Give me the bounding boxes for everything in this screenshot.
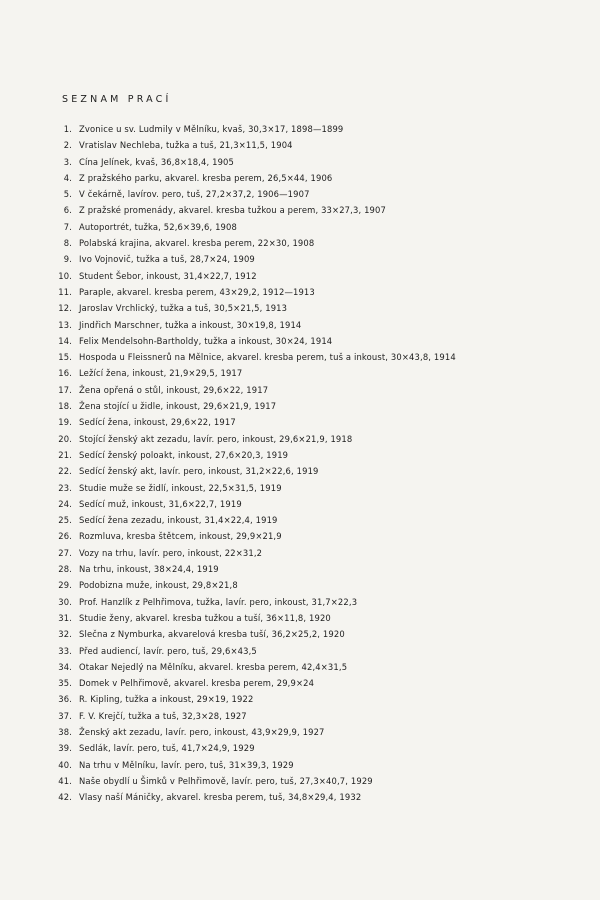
list-item bbox=[50, 431, 590, 447]
list-item bbox=[50, 512, 590, 528]
list-item bbox=[50, 137, 590, 153]
list-item bbox=[50, 643, 590, 659]
item-description: Na trhu v Mělníku, lavír. pero, tuš, 31×39,3, 1929 bbox=[79, 759, 294, 770]
list-item bbox=[50, 463, 590, 479]
item-description: Studie ženy, akvarel. kresba tužkou a tuší, 36×11,8, 1920 bbox=[79, 612, 331, 623]
list-item bbox=[50, 251, 590, 267]
item-number: 12. bbox=[58, 303, 72, 314]
item-number: 25. bbox=[58, 515, 72, 526]
item-number: 16. bbox=[58, 368, 72, 379]
list-item bbox=[50, 626, 590, 642]
item-number: 28. bbox=[58, 564, 72, 575]
item-description: Autoportrét, tužka, 52,6×39,6, 1908 bbox=[79, 221, 237, 232]
item-description: F. V. Krejčí, tužka a tuš, 32,3×28, 1927 bbox=[79, 710, 247, 721]
list-item bbox=[50, 577, 590, 593]
item-description: Studie muže se židlí, inkoust, 22,5×31,5, 1919 bbox=[79, 482, 282, 493]
item-description: Žena stojící u židle, inkoust, 29,6×21,9, 1917 bbox=[79, 401, 277, 412]
item-number: 10. bbox=[58, 270, 72, 281]
list-item bbox=[50, 708, 590, 724]
item-number: 38. bbox=[58, 726, 72, 737]
list-item bbox=[50, 300, 590, 316]
list-item bbox=[50, 675, 590, 691]
item-number: 37. bbox=[58, 710, 72, 721]
item-description: Student Šebor, inkoust, 31,4×22,7, 1912 bbox=[79, 270, 257, 281]
item-description: Sedící žena zezadu, inkoust, 31,4×22,4, 1919 bbox=[79, 515, 278, 526]
item-number: 32. bbox=[58, 629, 72, 640]
item-number: 34. bbox=[58, 661, 72, 672]
list-item bbox=[50, 202, 590, 218]
list-item bbox=[50, 284, 590, 300]
item-number: 1. bbox=[63, 124, 72, 134]
item-number: 5. bbox=[63, 189, 72, 200]
item-number: 2. bbox=[63, 140, 72, 151]
item-number: 18. bbox=[58, 401, 72, 412]
item-number: 24. bbox=[58, 498, 72, 509]
item-number: 19. bbox=[58, 417, 72, 428]
item-number: 40. bbox=[58, 759, 72, 770]
list-item bbox=[50, 659, 590, 675]
list-item bbox=[50, 594, 590, 610]
item-description: Felix Mendelsohn-Bartholdy, tužka a inkoust, 30×24, 1914 bbox=[79, 335, 333, 346]
list-item bbox=[50, 545, 590, 561]
list-item bbox=[50, 382, 590, 398]
item-number: 11. bbox=[58, 286, 72, 297]
item-description: R. Kipling, tužka a inkoust, 29×19, 1922 bbox=[79, 694, 254, 705]
item-description: Sedící ženský poloakt, inkoust, 27,6×20,3, 1919 bbox=[79, 449, 289, 460]
list-item bbox=[50, 235, 590, 251]
list-item bbox=[50, 121, 590, 137]
item-description: Otakar Nejedlý na Mělníku, akvarel. kresba perem, 42,4×31,5 bbox=[79, 661, 348, 672]
list-item bbox=[50, 610, 590, 626]
item-description: Z pražské promenády, akvarel. kresba tužkou a perem, 33×27,3, 1907 bbox=[79, 205, 386, 216]
item-number: 30. bbox=[58, 596, 72, 607]
list-item bbox=[50, 154, 590, 170]
item-description: Stojící ženský akt zezadu, lavír. pero, inkoust, 29,6×21,9, 1918 bbox=[79, 433, 353, 444]
item-description: Z pražského parku, akvarel. kresba perem, 26,5×44, 1906 bbox=[79, 172, 333, 183]
item-description: Hospoda u Fleissnerů na Mělnice, akvarel. kresba perem, tuš a inkoust, 30×43,8, 1914 bbox=[79, 352, 456, 363]
item-number: 42. bbox=[58, 792, 72, 803]
item-number: 39. bbox=[58, 743, 72, 754]
item-number: 31. bbox=[58, 612, 72, 623]
item-number: 33. bbox=[58, 645, 72, 656]
list-item bbox=[50, 691, 590, 707]
item-number: 14. bbox=[58, 335, 72, 346]
item-description: Vlasy naší Máničky, akvarel. kresba perem, tuš, 34,8×29,4, 1932 bbox=[79, 792, 362, 803]
list-item bbox=[50, 789, 590, 805]
item-description: Domek v Pelhřimově, akvarel. kresba perem, 29,9×24 bbox=[79, 678, 315, 689]
item-number: 23. bbox=[58, 482, 72, 493]
item-description: Sedlák, lavír. pero, tuš, 41,7×24,9, 1929 bbox=[79, 743, 255, 754]
item-number: 7. bbox=[63, 221, 72, 232]
item-description: Jaroslav Vrchlický, tužka a tuš, 30,5×21,5, 1913 bbox=[79, 303, 288, 314]
item-description: Vratislav Nechleba, tužka a tuš, 21,3×11,5, 1904 bbox=[79, 140, 293, 151]
list-item bbox=[50, 773, 590, 789]
list-item bbox=[50, 333, 590, 349]
item-description: Naše obydlí u Šimků v Pelhřimově, lavír. pero, tuš, 27,3×40,7, 1929 bbox=[79, 775, 373, 786]
works-list bbox=[50, 121, 590, 805]
item-description: Sedící ženský akt, lavír. pero, inkoust, 31,2×22,6, 1919 bbox=[79, 466, 319, 477]
item-number: 35. bbox=[58, 678, 72, 689]
list-item bbox=[50, 349, 590, 365]
item-description: Podobizna muže, inkoust, 29,8×21,8 bbox=[79, 580, 238, 591]
item-number: 15. bbox=[58, 352, 72, 363]
list-item bbox=[50, 757, 590, 773]
item-number: 20. bbox=[58, 433, 72, 444]
item-description: Na trhu, inkoust, 38×24,4, 1919 bbox=[79, 564, 219, 575]
item-description: Ivo Vojnovič, tužka a tuš, 28,7×24, 1909 bbox=[79, 254, 255, 265]
item-description: Sedící žena, inkoust, 29,6×22, 1917 bbox=[79, 417, 236, 428]
item-description: Zvonice u sv. Ludmily v Mělníku, kvaš, 30,3×17, 1898—1899 bbox=[79, 124, 344, 134]
item-description: Ženský akt zezadu, lavír. pero, inkoust, 43,9×29,9, 1927 bbox=[79, 726, 325, 737]
list-item bbox=[50, 561, 590, 577]
item-number: 27. bbox=[58, 547, 72, 558]
item-number: 41. bbox=[58, 775, 72, 786]
list-item bbox=[50, 740, 590, 756]
item-number: 3. bbox=[63, 156, 72, 167]
item-number: 6. bbox=[63, 205, 72, 216]
item-description: Vozy na trhu, lavír. pero, inkoust, 22×31,2 bbox=[79, 547, 263, 558]
list-item bbox=[50, 480, 590, 496]
item-number: 29. bbox=[58, 580, 72, 591]
item-description: Rozmluva, kresba štětcem, inkoust, 29,9×21,9 bbox=[79, 531, 282, 542]
list-item bbox=[50, 317, 590, 333]
item-number: 36. bbox=[58, 694, 72, 705]
item-description: Slečna z Nymburka, akvarelová kresba tuší, 36,2×25,2, 1920 bbox=[79, 629, 345, 640]
list-item bbox=[50, 219, 590, 235]
item-number: 21. bbox=[58, 449, 72, 460]
list-item bbox=[50, 414, 590, 430]
item-number: 4. bbox=[63, 172, 72, 183]
item-description: Žena opřená o stůl, inkoust, 29,6×22, 1917 bbox=[79, 384, 269, 395]
list-item bbox=[50, 170, 590, 186]
item-description: Polabská krajina, akvarel. kresba perem, 22×30, 1908 bbox=[79, 238, 315, 249]
item-description: Prof. Hanzlík z Pelhřimova, tužka, lavír. pero, inkoust, 31,7×22,3 bbox=[79, 596, 358, 607]
item-number: 9. bbox=[63, 254, 72, 265]
item-description: Ležící žena, inkoust, 21,9×29,5, 1917 bbox=[79, 368, 243, 379]
list-item bbox=[50, 724, 590, 740]
item-description: V čekárně, lavírov. pero, tuš, 27,2×37,2, 1906—1907 bbox=[79, 189, 310, 200]
item-number: 13. bbox=[58, 319, 72, 330]
item-description: Paraple, akvarel. kresba perem, 43×29,2, 1912—1913 bbox=[79, 286, 315, 297]
item-description: Sedící muž, inkoust, 31,6×22,7, 1919 bbox=[79, 498, 242, 509]
item-number: 17. bbox=[58, 384, 72, 395]
list-item bbox=[50, 496, 590, 512]
item-description: Cína Jelínek, kvaš, 36,8×18,4, 1905 bbox=[79, 156, 235, 167]
list-item bbox=[50, 398, 590, 414]
item-description: Jindřich Marschner, tužka a inkoust, 30×19,8, 1914 bbox=[79, 319, 302, 330]
page-heading: SEZNAM PRACÍ bbox=[62, 94, 172, 105]
item-description: Před audiencí, lavír. pero, tuš, 29,6×43,5 bbox=[79, 645, 257, 656]
list-item bbox=[50, 528, 590, 544]
item-number: 22. bbox=[58, 466, 72, 477]
list-item bbox=[50, 447, 590, 463]
list-item bbox=[50, 186, 590, 202]
list-item bbox=[50, 365, 590, 381]
list-item bbox=[50, 268, 590, 284]
item-number: 26. bbox=[58, 531, 72, 542]
item-number: 8. bbox=[63, 238, 72, 249]
